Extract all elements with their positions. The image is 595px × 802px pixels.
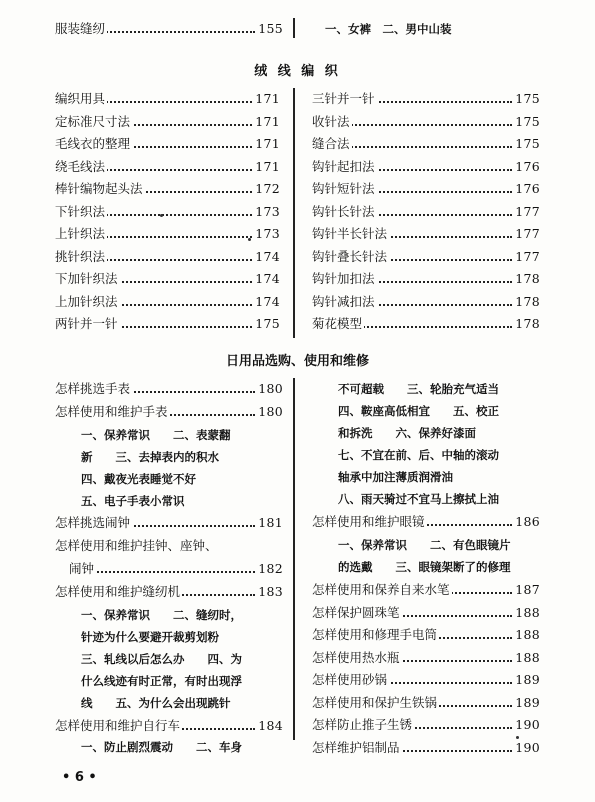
toc-page: 173 [253, 223, 280, 245]
toc-title: 闹钟 [69, 558, 96, 580]
toc-subentry: 不可超载 三、轮胎充气适当 [338, 382, 499, 396]
toc-page: 171 [253, 156, 280, 178]
toc-entry [312, 133, 540, 155]
toc-page: 173 [253, 201, 280, 223]
toc-subentry: 和拆洗 六、保养好漆面 [338, 426, 476, 440]
toc-page: 171 [253, 88, 280, 110]
toc-title: 怎样使用和修理手电筒 [312, 624, 439, 646]
toc-title: 菊花模型 [312, 313, 364, 335]
toc-subentry: 一、保养常识 二、缝纫时， [81, 608, 242, 622]
toc-title: 编织用具 [55, 88, 107, 110]
toc-title: 怎样维护铝制品 [312, 737, 402, 759]
daily-right-column [312, 378, 540, 755]
toc-entry [312, 669, 540, 691]
toc-subentry: 一、女裤 二、男中山装 [325, 22, 452, 36]
toc-entry [55, 401, 283, 423]
toc-page: 177 [513, 223, 540, 245]
toc-page: 174 [253, 246, 280, 268]
toc-entry [312, 624, 540, 646]
toc-title: 下加针织法 [55, 268, 120, 290]
toc-page: 190 [513, 737, 540, 759]
toc-subentry: 四、戴夜光表睡觉不好 [81, 472, 196, 486]
scan-speck [248, 238, 251, 241]
toc-entry [312, 88, 540, 110]
toc-subentry: 针迹为什么要避开裁剪划粉 [81, 630, 219, 644]
section-heading-knitting: 绒 线 编 织 [254, 64, 341, 79]
leader-dots [69, 571, 255, 573]
toc-title: 钩针减扣法 [312, 291, 377, 313]
toc-page: 183 [256, 581, 283, 603]
toc-page: 171 [253, 133, 280, 155]
toc-page: 186 [513, 511, 540, 533]
toc-entry [55, 156, 280, 178]
toc-page: 176 [513, 178, 540, 200]
toc-title: 钩针起扣法 [312, 156, 377, 178]
toc-page: 178 [513, 268, 540, 290]
toc-title: 怎样使用和维护自行车 [55, 715, 182, 737]
toc-entry [55, 178, 280, 200]
toc-entry [312, 511, 540, 533]
toc-title: 毛线衣的整理 [55, 133, 132, 155]
toc-entry [55, 715, 283, 737]
toc-entry [55, 88, 280, 110]
toc-entry [55, 268, 280, 290]
toc-entry [55, 223, 280, 245]
toc-title: 钩针短针法 [312, 178, 377, 200]
toc-title: 怎样使用和保护生铁锅 [312, 692, 439, 714]
toc-subentry: 一、保养常识 二、表蒙翻 [81, 428, 231, 442]
toc-title: 怎样挑选手表 [55, 378, 132, 400]
knit-right-column [312, 88, 540, 338]
toc-title: 绕毛线法 [55, 156, 107, 178]
toc-title: 棒针编物起头法 [55, 178, 145, 200]
column-divider [293, 88, 295, 338]
toc-page: 188 [513, 647, 540, 669]
toc-title: 怎样使用砂锅 [312, 669, 389, 691]
toc-page: 174 [253, 291, 280, 313]
toc-title: 缝合法 [312, 133, 352, 155]
toc-page: 175 [513, 133, 540, 155]
daily-left-column [55, 378, 283, 754]
toc-subentry: 八、雨天骑过不宜马上擦拭上油 [338, 492, 499, 506]
toc-title: 定标准尺寸法 [55, 111, 132, 133]
toc-entry [312, 178, 540, 200]
toc-subentry: 七、不宜在前、后、中轴的滚动 [338, 448, 499, 462]
toc-page: 174 [253, 268, 280, 290]
toc-subentry: 什么线迹有时正常，有时出现浮 [81, 674, 242, 688]
toc-title: 上加针织法 [55, 291, 120, 313]
toc-entry [55, 18, 283, 40]
toc-title: 钩针半长针法 [312, 223, 389, 245]
toc-page: 184 [256, 715, 283, 737]
toc-page: 176 [513, 156, 540, 178]
toc-page: 180 [256, 378, 283, 400]
toc-title: 怎样挑选闹钟 [55, 512, 132, 534]
toc-title: 怎样防止推子生锈 [312, 714, 414, 736]
toc-page: 175 [513, 88, 540, 110]
toc-page: 175 [253, 313, 280, 335]
scan-speck [516, 736, 519, 739]
toc-entry [55, 378, 283, 400]
toc-page: 155 [256, 18, 283, 40]
knit-left-column [55, 88, 280, 338]
toc-entry [312, 313, 540, 335]
toc-entry [55, 313, 280, 335]
toc-entry-line [55, 535, 283, 557]
toc-title: 怎样使用和维护缝纫机 [55, 581, 182, 603]
toc-page: 182 [256, 558, 283, 580]
toc-title: 钩针叠长针法 [312, 246, 389, 268]
toc-page: 175 [513, 111, 540, 133]
toc-entry [312, 737, 540, 759]
toc-entry [312, 268, 540, 290]
toc-title: 下针织法 [55, 201, 107, 223]
toc-title: 上针织法 [55, 223, 107, 245]
toc-page: 178 [513, 291, 540, 313]
section-heading-daily-goods: 日用品选购、使用和维修 [225, 354, 369, 369]
toc-title: 钩针加扣法 [312, 268, 377, 290]
toc-entry [312, 156, 540, 178]
toc-page: 177 [513, 201, 540, 223]
toc-page: 180 [256, 401, 283, 423]
toc-page: 177 [513, 246, 540, 268]
toc-entry [55, 558, 283, 580]
toc-page: 171 [253, 111, 280, 133]
toc-title: 三针并一针 [312, 88, 377, 110]
toc-title: 挑针织法 [55, 246, 107, 268]
toc-entry [312, 111, 540, 133]
toc-page: 189 [513, 692, 540, 714]
toc-entry [312, 602, 540, 624]
toc-title: 两针并一针 [55, 313, 120, 335]
toc-page: 172 [253, 178, 280, 200]
toc-entry [312, 246, 540, 268]
toc-page: 189 [513, 669, 540, 691]
column-divider [293, 378, 295, 740]
toc-entry [55, 512, 283, 534]
toc-page: 190 [513, 714, 540, 736]
toc-title: 怎样使用热水瓶 [312, 647, 402, 669]
toc-entry [55, 581, 283, 603]
toc-subentry: 新 三、去掉表内的积水 [81, 450, 219, 464]
toc-entry [55, 111, 280, 133]
toc-page: 181 [256, 512, 283, 534]
toc-entry [312, 223, 540, 245]
toc-subentry: 一、防止剧烈震动 二、车身 [81, 740, 242, 754]
toc-entry [312, 647, 540, 669]
toc-entry [312, 291, 540, 313]
toc-subentry: 一、保养常识 二、有色眼镜片 [338, 538, 511, 552]
toc-subentry: 五、电子手表小常识 [81, 494, 185, 508]
toc-subentry: 的选戴 三、眼镜架断了的修理 [338, 560, 511, 574]
toc-entry [312, 714, 540, 736]
toc-subentry: 线 五、为什么会出现跳针 [81, 696, 231, 710]
toc-page: 178 [513, 313, 540, 335]
toc-entry [55, 133, 280, 155]
toc-entry [55, 291, 280, 313]
toc-entry [312, 579, 540, 601]
toc-entry [55, 246, 280, 268]
toc-title: 收针法 [312, 111, 352, 133]
toc-title: 怎样使用和维护手表 [55, 401, 170, 423]
toc-page: 188 [513, 624, 540, 646]
page-number: • 6 • [62, 770, 97, 785]
toc-page: 187 [513, 579, 540, 601]
toc-subentry: 三、轧线以后怎么办 四、为 [81, 652, 242, 666]
toc-subentry: 轴承中加注薄质润滑油 [338, 470, 453, 484]
toc-title: 服装缝纫 [55, 18, 107, 40]
toc-title: 钩针长针法 [312, 201, 377, 223]
scan-speck [160, 214, 163, 217]
toc-entry [312, 201, 540, 223]
toc-entry [312, 692, 540, 714]
toc-title: 怎样保护圆珠笔 [312, 602, 402, 624]
toc-page: 188 [513, 602, 540, 624]
toc-title: 怎样使用和维护眼镜 [312, 511, 427, 533]
column-divider [293, 18, 295, 38]
toc-entry [55, 201, 280, 223]
toc-subentry: 四、鞍座高低相宜 五、校正 [338, 404, 499, 418]
toc-title: 怎样使用和维护挂钟、座钟、 [55, 535, 220, 557]
toc-title: 怎样使用和保养自来水笔 [312, 579, 452, 601]
